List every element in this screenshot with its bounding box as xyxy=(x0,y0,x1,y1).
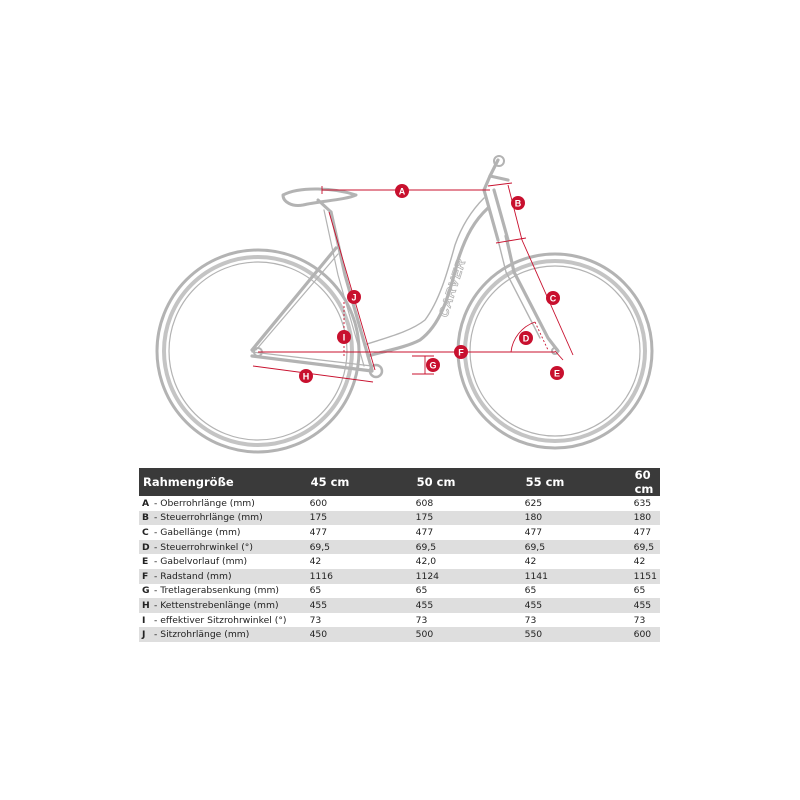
column-header-size: 45 cm xyxy=(307,468,413,496)
marker-f xyxy=(454,345,468,359)
table-cell: 455 xyxy=(413,598,522,613)
table-cell: 73 xyxy=(307,613,413,628)
saddle xyxy=(283,189,356,212)
row-label-text: - Oberrohrlänge (mm) xyxy=(154,497,255,509)
table-row xyxy=(139,598,660,613)
table-row xyxy=(139,554,660,569)
column-header-size: 60 cm xyxy=(631,468,660,496)
table-cell: 500 xyxy=(413,627,522,642)
row-label-text: - Kettenstrebenlänge (mm) xyxy=(154,599,279,611)
marker-g xyxy=(426,358,440,372)
row-key: F xyxy=(142,570,149,582)
column-header-size: 50 cm xyxy=(413,468,522,496)
row-label-text: - Steuerrohrlänge (mm) xyxy=(154,512,263,524)
table-cell: 180 xyxy=(631,511,660,526)
marker-c xyxy=(546,291,560,305)
table-cell: 477 xyxy=(522,525,631,540)
marker-e xyxy=(550,366,564,380)
row-label xyxy=(139,511,307,526)
table-cell: 450 xyxy=(307,627,413,642)
row-key: C xyxy=(142,526,149,538)
svg-text:H: H xyxy=(302,371,310,382)
table-row xyxy=(139,627,660,642)
svg-text:B: B xyxy=(514,198,522,209)
table-row xyxy=(139,525,660,540)
table-cell: 1124 xyxy=(413,569,522,584)
row-label-text: - Gabellänge (mm) xyxy=(154,526,241,538)
table-cell: 65 xyxy=(413,584,522,599)
svg-text:I: I xyxy=(342,332,346,343)
svg-text:D: D xyxy=(522,333,530,344)
table-cell: 65 xyxy=(522,584,631,599)
table-cell: 69,5 xyxy=(413,540,522,555)
table-cell: 600 xyxy=(631,627,660,642)
marker-h xyxy=(299,369,313,383)
geometry-table xyxy=(139,468,660,642)
row-label-text: - Gabelvorlauf (mm) xyxy=(154,556,248,568)
table-cell: 73 xyxy=(413,613,522,628)
dimension-lines xyxy=(253,183,573,382)
row-label-text: - Sitzrohrlänge (mm) xyxy=(154,629,250,641)
row-label xyxy=(139,496,307,511)
table-cell: 65 xyxy=(307,584,413,599)
row-label xyxy=(139,554,307,569)
svg-text:E: E xyxy=(553,368,561,379)
row-label xyxy=(139,598,307,613)
row-key: J xyxy=(142,629,146,641)
table-cell: 455 xyxy=(307,598,413,613)
table-cell: 1151 xyxy=(631,569,660,584)
svg-text:F: F xyxy=(458,347,464,358)
row-label xyxy=(139,584,307,599)
svg-text:J: J xyxy=(351,292,357,303)
row-key: I xyxy=(142,614,146,626)
marker-j xyxy=(347,290,361,304)
table-cell: 69,5 xyxy=(522,540,631,555)
markers xyxy=(299,184,564,383)
table-cell: 65 xyxy=(631,584,660,599)
column-header-frame-size: Rahmengröße xyxy=(139,468,307,496)
table-cell: 73 xyxy=(631,613,660,628)
table-row xyxy=(139,584,660,599)
marker-a xyxy=(395,184,409,198)
row-label xyxy=(139,613,307,628)
svg-text:A: A xyxy=(398,186,406,197)
marker-b xyxy=(511,196,525,210)
table-cell: 477 xyxy=(631,525,660,540)
table-cell: 175 xyxy=(307,511,413,526)
row-label xyxy=(139,525,307,540)
table-cell: 455 xyxy=(522,598,631,613)
table-cell: 635 xyxy=(631,496,660,511)
svg-text:G: G xyxy=(429,360,437,371)
row-key: G xyxy=(142,585,150,597)
table-cell: 455 xyxy=(631,598,660,613)
table-cell: 625 xyxy=(522,496,631,511)
table-cell: 608 xyxy=(413,496,522,511)
row-label-text: - Tretlagerabsenkung (mm) xyxy=(154,585,279,597)
table-cell: 69,5 xyxy=(307,540,413,555)
marker-d xyxy=(519,331,533,345)
table-cell: 550 xyxy=(522,627,631,642)
table-cell: 42 xyxy=(631,554,660,569)
table-body xyxy=(139,496,660,642)
table-cell: 477 xyxy=(307,525,413,540)
table-header-row xyxy=(139,468,660,496)
table-cell: 1116 xyxy=(307,569,413,584)
row-label xyxy=(139,569,307,584)
row-key: B xyxy=(142,512,150,524)
column-header-size: 55 cm xyxy=(522,468,631,496)
row-key: D xyxy=(142,541,150,553)
table-row xyxy=(139,511,660,526)
table-cell: 1141 xyxy=(522,569,631,584)
table-cell: 42,0 xyxy=(413,554,522,569)
table-row xyxy=(139,569,660,584)
rear-wheel xyxy=(157,250,359,452)
table-row xyxy=(139,613,660,628)
row-label xyxy=(139,540,307,555)
row-key: E xyxy=(142,556,149,568)
row-label xyxy=(139,627,307,642)
table-cell: 477 xyxy=(413,525,522,540)
table-cell: 69,5 xyxy=(631,540,660,555)
table-cell: 42 xyxy=(522,554,631,569)
table-row xyxy=(139,540,660,555)
table-cell: 42 xyxy=(307,554,413,569)
table-cell: 73 xyxy=(522,613,631,628)
brand-logo: CARVER xyxy=(435,256,469,319)
row-key: H xyxy=(142,599,150,611)
row-label-text: - Radstand (mm) xyxy=(154,570,232,582)
table-row xyxy=(139,496,660,511)
row-label-text: - Steuerrohrwinkel (°) xyxy=(154,541,253,553)
table-cell: 180 xyxy=(522,511,631,526)
row-label-text: - effektiver Sitzrohrwinkel (°) xyxy=(154,614,287,626)
svg-text:C: C xyxy=(549,293,557,304)
row-key: A xyxy=(142,497,150,509)
marker-i xyxy=(337,330,351,344)
table-cell: 600 xyxy=(307,496,413,511)
table-cell: 175 xyxy=(413,511,522,526)
